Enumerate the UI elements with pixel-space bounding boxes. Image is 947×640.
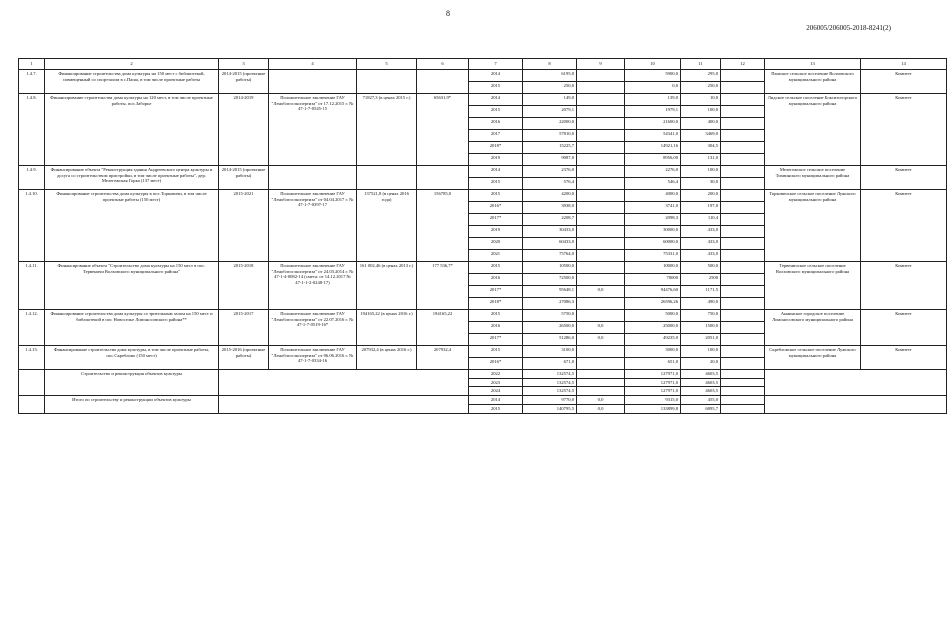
- empty-cell: [721, 202, 765, 214]
- municipal-cell: 433,0: [681, 226, 721, 238]
- expertise-conclusion: Положительное заключение ГАУ "Леноблгосэкспертиза" от 17.12.2015 г. № 47-1-7-0545-15: [269, 94, 357, 166]
- expertise-conclusion: Положительное заключение ГАУ "Леноблгосэкспертиза" от 06.06.2016 г. № 47-1-7-0334-16: [269, 346, 357, 370]
- total-cell: 72500,0: [523, 274, 577, 286]
- federal-cell: [577, 142, 625, 154]
- table-row: [19, 166, 947, 178]
- federal-cell: [577, 214, 625, 226]
- empty-cell: [721, 94, 765, 106]
- total-cell: 3938,0: [523, 202, 577, 214]
- empty-cell: [721, 166, 765, 178]
- summary-label: Строительство и реконструкция объектов культуры: [45, 370, 219, 396]
- federal-cell: [577, 378, 625, 387]
- municipal-cell: 433,0: [681, 238, 721, 250]
- year-cell: 2015: [469, 178, 523, 190]
- program-table: [18, 58, 947, 414]
- total-cell: 6195,0: [523, 70, 577, 82]
- municipal-cell: 2500: [681, 274, 721, 286]
- empty-cell: [721, 404, 765, 413]
- regional-cell: 8956,00: [625, 154, 681, 166]
- table-row: [19, 190, 947, 202]
- total-cell: 132574,5: [523, 378, 577, 387]
- regional-cell: 75331,0: [625, 250, 681, 262]
- regional-cell: 5000,0: [625, 310, 681, 322]
- project-period: 2015-2017: [219, 310, 269, 346]
- regional-cell: 2098,3: [625, 214, 681, 226]
- municipal-cell: 3469,0: [681, 130, 721, 142]
- project-period: 2015-2016 (проектные работы): [219, 346, 269, 370]
- column-number-cell: 1: [19, 59, 45, 70]
- total-cell: 15225,7: [523, 142, 577, 154]
- empty-cell: [721, 286, 765, 298]
- table-row: [19, 346, 947, 358]
- regional-cell: 139,0: [625, 94, 681, 106]
- municipal-cell: 4603,5: [681, 370, 721, 379]
- total-cell: 132574,5: [523, 387, 577, 396]
- year-cell: 2015: [469, 190, 523, 202]
- municipal-cell: 110,4: [681, 214, 721, 226]
- empty-cell: [765, 396, 947, 413]
- regional-cell: 25000,0: [625, 322, 681, 334]
- column-number-row: [19, 59, 947, 70]
- regional-cell: 26596,26: [625, 298, 681, 310]
- document-code: 206005/206005-2018-8241(2): [806, 24, 891, 32]
- project-title: Финансирование строительства дома культуры на 120 мест, в том числе проектные работы, пос.Заборье: [45, 94, 219, 166]
- federal-cell: [577, 70, 625, 82]
- municipal-cell: 100,0: [681, 106, 721, 118]
- municipal-cell: 100,0: [681, 346, 721, 358]
- year-cell: 2015: [469, 310, 523, 322]
- year-cell: 2015: [469, 82, 523, 94]
- column-number-cell: 13: [765, 59, 861, 70]
- project-number: 1.4.10.: [19, 190, 45, 262]
- regional-cell: 651,0: [625, 358, 681, 370]
- customer-cell: Комитет: [861, 346, 947, 370]
- page-number: 8: [446, 9, 450, 18]
- regional-cell: 60000,0: [625, 238, 681, 250]
- year-cell: 2021: [469, 250, 523, 262]
- empty-cell: [765, 370, 947, 396]
- project-title: Финансирование строительства дома культуры, в том числе проектные работы, пос.Скребловo (150 мест): [45, 346, 219, 370]
- empty-cell: [721, 310, 765, 322]
- empty-cell: [721, 378, 765, 387]
- empty-cell: [721, 106, 765, 118]
- total-cell: 671,0: [523, 358, 577, 370]
- summary-label: Итого по строительству и реконструкции объектов культуры: [45, 396, 219, 413]
- total-cell: 10500,0: [523, 262, 577, 274]
- year-cell: 2024: [469, 387, 523, 396]
- recipient-cell: Тервеничское сельское поселение Волховского муниципального района: [765, 262, 861, 310]
- empty-cell: [721, 214, 765, 226]
- expertise-conclusion: Положительное заключение ГАУ "Леноблгосэкспертиза" от 04.04.2017 г. № 47-1-7-0397-17: [269, 190, 357, 262]
- column-number-cell: 11: [681, 59, 721, 70]
- expertise-conclusion: [269, 166, 357, 190]
- project-number: 1.4.12.: [19, 310, 45, 346]
- empty-cell: [721, 334, 765, 346]
- regional-cell: 94476,60: [625, 286, 681, 298]
- total-cell: 75764,0: [523, 250, 577, 262]
- customer-cell: Комитет: [861, 94, 947, 166]
- year-cell: 2023: [469, 378, 523, 387]
- empty-cell: [219, 396, 469, 413]
- regional-cell: 70000: [625, 274, 681, 286]
- current-cost: 156785,0: [417, 190, 469, 262]
- column-number-cell: 9: [577, 59, 625, 70]
- total-cell: 4200,0: [523, 190, 577, 202]
- empty-cell: [721, 130, 765, 142]
- regional-cell: 4000,0: [625, 190, 681, 202]
- project-period: 2014-2015 (проектные работы): [219, 166, 269, 190]
- empty-cell: [721, 387, 765, 396]
- empty-cell: [219, 370, 469, 396]
- municipal-cell: 4603,5: [681, 378, 721, 387]
- empty-cell: [721, 298, 765, 310]
- municipal-cell: 197,0: [681, 202, 721, 214]
- total-cell: 9770,0: [523, 396, 577, 405]
- federal-cell: [577, 202, 625, 214]
- federal-cell: [577, 82, 625, 94]
- summary-row: [19, 370, 947, 379]
- empty-cell: [721, 178, 765, 190]
- year-cell: 2017: [469, 130, 523, 142]
- total-cell: 51286,0: [523, 334, 577, 346]
- municipal-cell: 500,0: [681, 262, 721, 274]
- municipal-cell: 200,0: [681, 190, 721, 202]
- project-period: 2015-2018: [219, 262, 269, 310]
- estimated-cost: [357, 166, 417, 190]
- table-row: [19, 310, 947, 322]
- column-number-cell: 6: [417, 59, 469, 70]
- project-number: 1.4.11.: [19, 262, 45, 310]
- total-cell: 132574,5: [523, 370, 577, 379]
- year-cell: 2017*: [469, 214, 523, 226]
- federal-cell: [577, 310, 625, 322]
- municipal-cell: 455,0: [681, 396, 721, 405]
- year-cell: 2017*: [469, 286, 523, 298]
- recipient-cell: Пашское сельское поселение Волховского муниципального района: [765, 70, 861, 94]
- municipal-cell: 4603,5: [681, 387, 721, 396]
- municipal-cell: 295,0: [681, 70, 721, 82]
- federal-cell: [577, 238, 625, 250]
- regional-cell: 3000,0: [625, 346, 681, 358]
- current-cost: 194165,22: [417, 310, 469, 346]
- total-cell: 95648,1: [523, 286, 577, 298]
- total-cell: 250,0: [523, 82, 577, 94]
- project-title: Финансирование строительства дома культуры со зрительным залом на 150 мест и библиотекой в пос Новоселье Ломоносовского района**: [45, 310, 219, 346]
- federal-cell: [577, 346, 625, 358]
- regional-cell: 10000,0: [625, 262, 681, 274]
- regional-cell: 14921,16: [625, 142, 681, 154]
- current-cost: 65631,9*: [417, 94, 469, 166]
- customer-cell: Комитет: [861, 70, 947, 94]
- regional-cell: 54341,0: [625, 130, 681, 142]
- empty-cell: [721, 396, 765, 405]
- total-cell: 140795,5: [523, 404, 577, 413]
- regional-cell: 21600,0: [625, 118, 681, 130]
- year-cell: 2016*: [469, 358, 523, 370]
- year-cell: 2020: [469, 238, 523, 250]
- year-cell: 2015: [469, 262, 523, 274]
- estimated-cost: 194165,22 (в ценах 2016 г.): [357, 310, 417, 346]
- total-cell: 26500,0: [523, 322, 577, 334]
- empty-cell: [721, 346, 765, 358]
- summary-row: [19, 396, 947, 405]
- estimated-cost: 71827,3 (в ценах 2015 г.): [357, 94, 417, 166]
- federal-cell: [577, 106, 625, 118]
- project-period: 2014-2019: [219, 94, 269, 166]
- column-number-cell: 12: [721, 59, 765, 70]
- empty-cell: [721, 70, 765, 82]
- regional-cell: 127971,0: [625, 387, 681, 396]
- regional-cell: 133899,8: [625, 404, 681, 413]
- federal-cell: [577, 154, 625, 166]
- municipal-cell: 490,0: [681, 298, 721, 310]
- table-row: [19, 70, 947, 82]
- column-number-cell: 2: [45, 59, 219, 70]
- empty-cell: [721, 190, 765, 202]
- project-number: 1.4.7.: [19, 70, 45, 94]
- federal-cell: 0,0: [577, 286, 625, 298]
- total-cell: 3100,0: [523, 346, 577, 358]
- customer-cell: Комитет: [861, 166, 947, 190]
- municipal-cell: 10,0: [681, 94, 721, 106]
- recipient-cell: Лидское сельское поселение Бокситогорского муниципального района: [765, 94, 861, 166]
- municipal-cell: 100,0: [681, 166, 721, 178]
- regional-cell: 127971,0: [625, 378, 681, 387]
- project-title: Финансирование объекта "Строительство дома культуры на 150 мест в пос. Тервеничи Волховского муниципального района": [45, 262, 219, 310]
- federal-cell: [577, 358, 625, 370]
- total-cell: 9087,0: [523, 154, 577, 166]
- estimated-cost: 161 002,46 (в ценах 2013 г.): [357, 262, 417, 310]
- municipal-cell: 2051,0: [681, 334, 721, 346]
- total-cell: 22000,0: [523, 118, 577, 130]
- customer-cell: Комитет: [861, 190, 947, 262]
- expertise-conclusion: [269, 70, 357, 94]
- federal-cell: [577, 226, 625, 238]
- federal-cell: [577, 370, 625, 379]
- estimated-cost: 207932,4 (в ценах 2016 г.): [357, 346, 417, 370]
- year-cell: 2014: [469, 70, 523, 82]
- year-cell: 2015: [469, 346, 523, 358]
- column-number-cell: 14: [861, 59, 947, 70]
- project-number: 1.4.8.: [19, 94, 45, 166]
- year-cell: 2014: [469, 396, 523, 405]
- federal-cell: [577, 118, 625, 130]
- empty-cell: [721, 118, 765, 130]
- regional-cell: 49235,0: [625, 334, 681, 346]
- empty-cell: [721, 274, 765, 286]
- federal-cell: [577, 387, 625, 396]
- total-cell: 60433,0: [523, 238, 577, 250]
- federal-cell: 0,0: [577, 334, 625, 346]
- project-number: 1.4.9.: [19, 166, 45, 190]
- empty-cell: [721, 154, 765, 166]
- federal-cell: [577, 274, 625, 286]
- total-cell: 2079,1: [523, 106, 577, 118]
- customer-cell: Комитет: [861, 310, 947, 346]
- recipient-cell: Аннинское городское поселение Ломоносовского муниципального района: [765, 310, 861, 346]
- empty-cell: [721, 262, 765, 274]
- empty-cell: [19, 396, 45, 413]
- federal-cell: [577, 166, 625, 178]
- municipal-cell: 750,0: [681, 310, 721, 322]
- year-cell: 2019: [469, 226, 523, 238]
- estimated-cost: [357, 70, 417, 94]
- federal-cell: [577, 178, 625, 190]
- total-cell: 57810,0: [523, 130, 577, 142]
- regional-cell: 127971,0: [625, 370, 681, 379]
- federal-cell: [577, 130, 625, 142]
- federal-cell: [577, 298, 625, 310]
- empty-cell: [721, 250, 765, 262]
- total-cell: 2376,0: [523, 166, 577, 178]
- column-number-cell: 5: [357, 59, 417, 70]
- year-cell: 2016*: [469, 202, 523, 214]
- empty-cell: [721, 226, 765, 238]
- municipal-cell: 131,0: [681, 154, 721, 166]
- regional-cell: 0,0: [625, 82, 681, 94]
- total-cell: 576,4: [523, 178, 577, 190]
- year-cell: 2016: [469, 322, 523, 334]
- total-cell: 30433,0: [523, 226, 577, 238]
- year-cell: 2016: [469, 274, 523, 286]
- expertise-conclusion: Положительное заключение ГАУ "Леноблгосэкспертиза" от 22.07.2016 г. № 47-1-7-0519-16*: [269, 310, 357, 346]
- federal-cell: 0,0: [577, 322, 625, 334]
- regional-cell: 30000,0: [625, 226, 681, 238]
- column-number-cell: 4: [269, 59, 357, 70]
- year-cell: 2019: [469, 154, 523, 166]
- total-cell: 149,0: [523, 94, 577, 106]
- project-title: Финансирование строительства дома культуры на 150 мест с библиотекой, совмещенный со спортзалом в с.Паша, в том числе проектные работы: [45, 70, 219, 94]
- municipal-cell: 433,0: [681, 250, 721, 262]
- regional-cell: 546,4: [625, 178, 681, 190]
- current-cost: 207932,4: [417, 346, 469, 370]
- regional-cell: 3741,0: [625, 202, 681, 214]
- estimated-cost: 137521,8 (в ценах 2016 года): [357, 190, 417, 262]
- expertise-conclusion: Положительное заключение ГАУ "Леноблгосэкспертиза" от 24.03.2014 г. № 47-1-4-0082-14 (смета: от 14.12.2017 № 47-1-1-2-0248-17): [269, 262, 357, 310]
- year-cell: 2014: [469, 94, 523, 106]
- project-title: Финансирование объекта "Реконструкция здания Андреевского центра культуры и досуга со строительством пристройки, в том числе проектные работы", дер. Мелегежская Горка (137 мест): [45, 166, 219, 190]
- project-title: Финансирование строительства дома культуры в пос.Торковичи, в том числе проектные работы (150 мест): [45, 190, 219, 262]
- column-number-cell: 3: [219, 59, 269, 70]
- municipal-cell: 1171,5: [681, 286, 721, 298]
- empty-cell: [19, 370, 45, 396]
- empty-cell: [721, 82, 765, 94]
- municipal-cell: 250,0: [681, 82, 721, 94]
- table-row: [19, 262, 947, 274]
- empty-cell: [721, 142, 765, 154]
- table-row: [19, 94, 947, 106]
- total-cell: 5750,0: [523, 310, 577, 322]
- municipal-cell: 20,0: [681, 358, 721, 370]
- column-number-cell: 8: [523, 59, 577, 70]
- federal-cell: [577, 262, 625, 274]
- project-period: 2015-2021: [219, 190, 269, 262]
- federal-cell: [577, 190, 625, 202]
- year-cell: 2015: [469, 106, 523, 118]
- federal-cell: [577, 250, 625, 262]
- current-cost: 177 536,7*: [417, 262, 469, 310]
- year-cell: 2014: [469, 166, 523, 178]
- total-cell: 27086,3: [523, 298, 577, 310]
- current-cost: [417, 70, 469, 94]
- project-period: 2014-2015 (проектные работы): [219, 70, 269, 94]
- municipal-cell: 6895,7: [681, 404, 721, 413]
- customer-cell: Комитет: [861, 262, 947, 310]
- federal-cell: [577, 94, 625, 106]
- regional-cell: 2276,0: [625, 166, 681, 178]
- year-cell: 2017*: [469, 334, 523, 346]
- federal-cell: 0,0: [577, 396, 625, 405]
- municipal-cell: 400,0: [681, 118, 721, 130]
- recipient-cell: Мелегежское сельское поселение Тихвинского муниципального района: [765, 166, 861, 190]
- regional-cell: 5900,0: [625, 70, 681, 82]
- municipal-cell: 30,0: [681, 178, 721, 190]
- empty-cell: [721, 322, 765, 334]
- empty-cell: [721, 358, 765, 370]
- recipient-cell: Скребловское сельское поселение Лужского муниципального района: [765, 346, 861, 370]
- column-number-cell: 7: [469, 59, 523, 70]
- empty-cell: [721, 238, 765, 250]
- total-cell: 2208,7: [523, 214, 577, 226]
- year-cell: 2016: [469, 118, 523, 130]
- recipient-cell: Торковичское сельское поселение Лужского муниципального района: [765, 190, 861, 262]
- year-cell: 2022: [469, 370, 523, 379]
- column-number-cell: 10: [625, 59, 681, 70]
- current-cost: [417, 166, 469, 190]
- year-cell: 2018*: [469, 142, 523, 154]
- year-cell: 2015: [469, 404, 523, 413]
- empty-cell: [721, 370, 765, 379]
- municipal-cell: 304,5: [681, 142, 721, 154]
- project-number: 1.4.13.: [19, 346, 45, 370]
- regional-cell: 9315,0: [625, 396, 681, 405]
- municipal-cell: 1500,0: [681, 322, 721, 334]
- year-cell: 2018*: [469, 298, 523, 310]
- federal-cell: 0,0: [577, 404, 625, 413]
- regional-cell: 1979,1: [625, 106, 681, 118]
